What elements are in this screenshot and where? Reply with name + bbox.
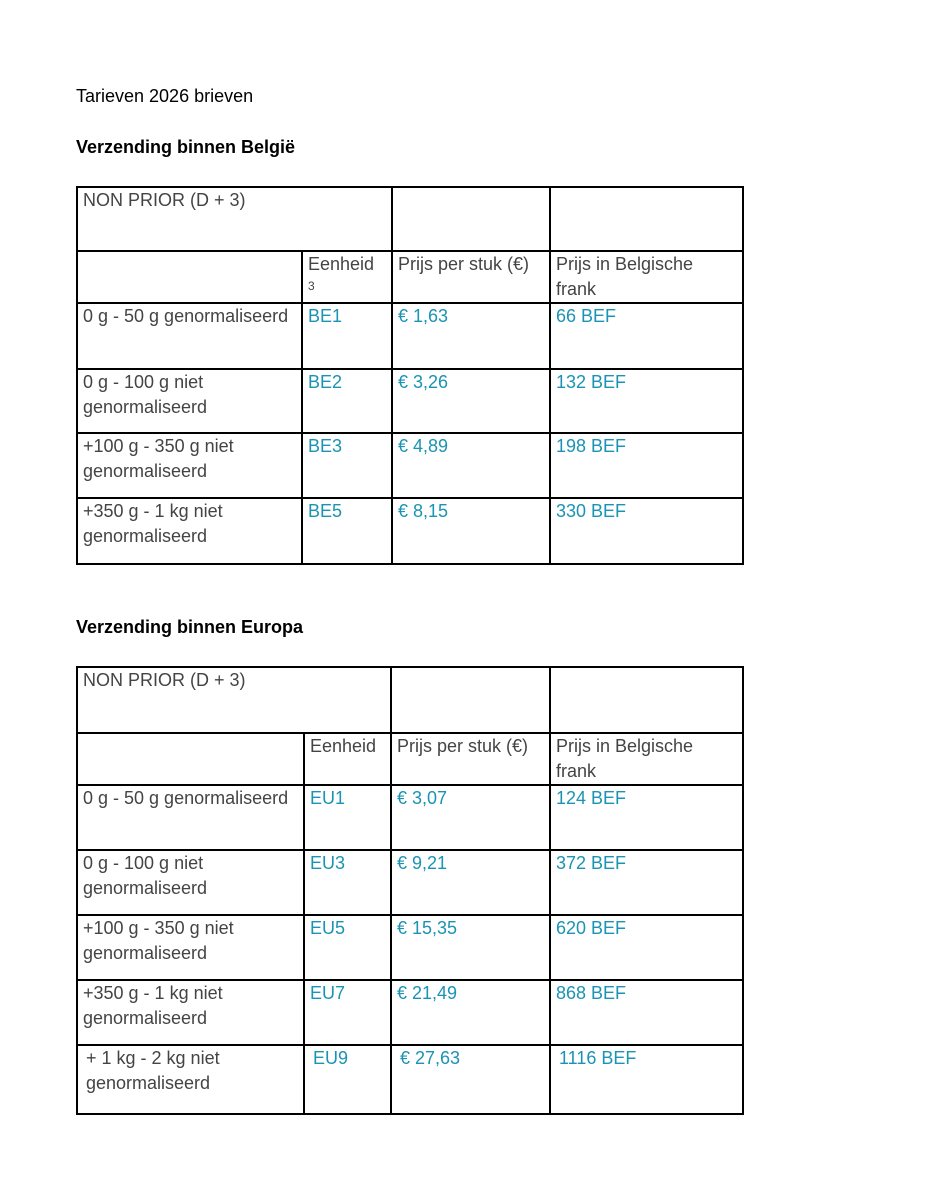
price-cell: € 21,49: [391, 980, 550, 1045]
price-cell: € 1,63: [392, 303, 550, 369]
weight-cell: 0 g - 100 g niet genormaliseerd: [77, 850, 304, 915]
weight-cell: 0 g - 50 g genormaliseerd: [77, 785, 304, 850]
service-row: [77, 187, 743, 251]
price-cell: € 3,07: [391, 785, 550, 850]
table-row: [77, 369, 743, 433]
unit-cell: BE5: [302, 498, 392, 564]
table-row: [77, 915, 743, 980]
bef-cell: 1116 BEF: [550, 1045, 743, 1114]
header-unit: Eenheid: [304, 733, 391, 785]
unit-cell: EU3: [304, 850, 391, 915]
service-name: NON PRIOR (D + 3): [77, 667, 391, 733]
weight-cell: 0 g - 50 g genormaliseerd: [77, 303, 302, 369]
rates-table-belgium: [76, 186, 744, 565]
table-row: [77, 433, 743, 498]
empty-cell: [550, 187, 743, 251]
bef-cell: 132 BEF: [550, 369, 743, 433]
bef-cell: 66 BEF: [550, 303, 743, 369]
weight-cell: +100 g - 350 g niet genormaliseerd: [77, 433, 302, 498]
bef-cell: 372 BEF: [550, 850, 743, 915]
unit-cell: BE2: [302, 369, 392, 433]
empty-cell: [392, 187, 550, 251]
price-cell: € 8,15: [392, 498, 550, 564]
unit-cell: BE3: [302, 433, 392, 498]
service-name: NON PRIOR (D + 3): [77, 187, 392, 251]
bef-cell: 198 BEF: [550, 433, 743, 498]
unit-cell: EU9: [304, 1045, 391, 1114]
price-cell: € 4,89: [392, 433, 550, 498]
section-heading-europe: Verzending binnen Europa: [76, 617, 304, 637]
section-heading-belgium: Verzending binnen België: [76, 137, 296, 157]
unit-cell: EU5: [304, 915, 391, 980]
header-row: [77, 733, 743, 785]
rates-table-europe: [76, 666, 744, 1115]
price-cell: € 15,35: [391, 915, 550, 980]
bef-cell: 330 BEF: [550, 498, 743, 564]
header-unit-label: Eenheid: [308, 254, 375, 274]
weight-cell: + 1 kg - 2 kg niet genormaliseerd: [77, 1045, 304, 1114]
weight-cell: +100 g - 350 g niet genormaliseerd: [77, 915, 304, 980]
header-row: [77, 251, 743, 303]
unit-cell: BE1: [302, 303, 392, 369]
weight-cell: 0 g - 100 g niet genormaliseerd: [77, 369, 302, 433]
weight-cell: +350 g - 1 kg niet genormaliseerd: [77, 980, 304, 1045]
price-cell: € 3,26: [392, 369, 550, 433]
header-unit-footnote: 3: [308, 279, 315, 293]
unit-cell: EU7: [304, 980, 391, 1045]
bef-cell: 620 BEF: [550, 915, 743, 980]
table-row: [77, 980, 743, 1045]
price-cell: € 9,21: [391, 850, 550, 915]
table-row: [77, 498, 743, 564]
price-cell: € 27,63: [391, 1045, 550, 1114]
table-row: [77, 850, 743, 915]
weight-cell: +350 g - 1 kg niet genormaliseerd: [77, 498, 302, 564]
header-bef: Prijs in Belgische frank: [550, 733, 743, 785]
header-unit: [302, 251, 392, 303]
header-empty-cell: [77, 251, 302, 303]
header-empty-cell: [77, 733, 304, 785]
service-row: [77, 667, 743, 733]
table-row: [77, 785, 743, 850]
document-title: Tarieven 2026 brieven: [76, 86, 254, 106]
header-price: Prijs per stuk (€): [392, 251, 550, 303]
bef-cell: 868 BEF: [550, 980, 743, 1045]
empty-cell: [550, 667, 743, 733]
header-price: Prijs per stuk (€): [391, 733, 550, 785]
empty-cell: [391, 667, 550, 733]
unit-cell: EU1: [304, 785, 391, 850]
header-bef: Prijs in Belgische frank: [550, 251, 743, 303]
table-row: [77, 1045, 743, 1114]
bef-cell: 124 BEF: [550, 785, 743, 850]
table-row: [77, 303, 743, 369]
